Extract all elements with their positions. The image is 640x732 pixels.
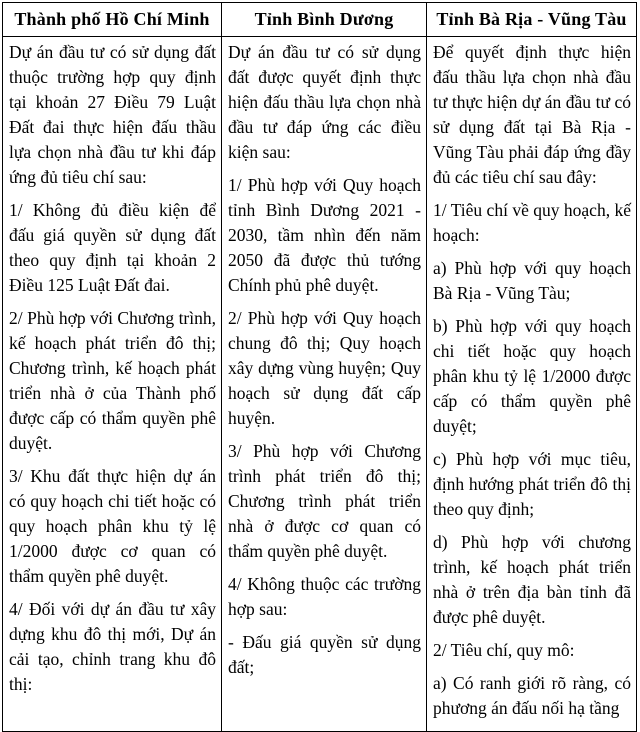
cell-binh-duong (222, 37, 427, 732)
cell-paragraph: 2/ Tiêu chí, quy mô: (433, 640, 575, 660)
cell-paragraph: 2/ Phù hợp với Quy hoạch chung đô thị; Quy hoạch xây dựng vùng huyện; Quy hoạch sử dụng đất cấp huyện. (228, 308, 421, 428)
cell-paragraph: Để quyết định thực hiện đấu thầu lựa chọn nhà đầu tư thực hiện dự án đầu tư có sử dụng đất tại Bà Rịa - Vũng Tàu phải đáp ứng đầy đủ các tiêu chí sau đây: (433, 42, 631, 187)
cell-paragraph: Dự án đầu tư có sử dụng đất được quyết định thực hiện đấu thầu lựa chọn nhà đầu tư đáp ứng các điều kiện sau: (228, 42, 421, 162)
cell-paragraph: 4/ Đối với dự án đầu tư xây dựng khu đô thị mới, Dự án cải tạo, chỉnh trang khu đô thị: (9, 599, 216, 694)
table-body-row (3, 37, 637, 732)
column-header-ba-ria-vung-tau: Tỉnh Bà Rịa - Vũng Tàu (427, 3, 637, 37)
column-header-binh-duong: Tỉnh Bình Dương (222, 3, 427, 37)
cell-paragraph: a) Phù hợp với quy hoạch Bà Rịa - Vũng Tàu; (433, 258, 631, 303)
cell-paragraph: 1/ Không đủ điều kiện để đấu giá quyền sử dụng đất theo quy định tại khoản 2 Điều 125 Luật Đất đai. (9, 200, 216, 295)
cell-paragraph: Dự án đầu tư có sử dụng đất thuộc trường hợp quy định tại khoản 27 Điều 79 Luật Đất đai thực hiện đấu thầu lựa chọn nhà đầu tư khi đáp ứng đủ tiêu chí sau: (9, 42, 216, 187)
cell-paragraph: 1/ Tiêu chí về quy hoạch, kế hoạch: (433, 200, 631, 245)
cell-paragraph: d) Phù hợp với chương trình, kế hoạch phát triển nhà ở trên địa bàn tỉnh đã được phê duyệt. (433, 532, 631, 627)
table-header-row (3, 3, 637, 37)
cell-ho-chi-minh (3, 37, 222, 732)
document-page (2, 2, 636, 718)
cell-paragraph: a) Có ranh giới rõ ràng, có phương án đấu nối hạ tầng (433, 673, 631, 718)
cell-paragraph: 2/ Phù hợp với Chương trình, kế hoạch phát triển đô thị; Chương trình, kế hoạch phát triển nhà ở của Thành phố được cấp có thẩm quyền phê duyệt. (9, 308, 216, 453)
cell-paragraph: 1/ Phù hợp với Quy hoạch tỉnh Bình Dương 2021 - 2030, tầm nhìn đến năm 2050 đã được thủ tướng Chính phủ phê duyệt. (228, 175, 421, 295)
cell-paragraph: - Đấu giá quyền sử dụng đất; (228, 632, 421, 677)
cell-paragraph: 3/ Khu đất thực hiện dự án có quy hoạch chi tiết hoặc có quy hoạch phân khu tỷ lệ 1/2000 được cơ quan có thẩm quyền phê duyệt. (9, 466, 216, 586)
cell-paragraph: 4/ Không thuộc các trường hợp sau: (228, 574, 421, 619)
cell-paragraph: 3/ Phù hợp với Chương trình phát triển đô thị; Chương trình phát triển nhà ở được cơ quan có thẩm quyền phê duyệt. (228, 441, 421, 561)
cell-paragraph: c) Phù hợp với mục tiêu, định hướng phát triển đô thị theo quy định; (433, 449, 631, 519)
column-header-ho-chi-minh: Thành phố Hồ Chí Minh (3, 3, 222, 37)
cell-ba-ria-vung-tau (427, 37, 637, 732)
comparison-table (2, 2, 637, 732)
cell-paragraph: b) Phù hợp với quy hoạch chi tiết hoặc quy hoạch phân khu tỷ lệ 1/2000 được cấp có thẩm quyền phê duyệt; (433, 316, 631, 436)
